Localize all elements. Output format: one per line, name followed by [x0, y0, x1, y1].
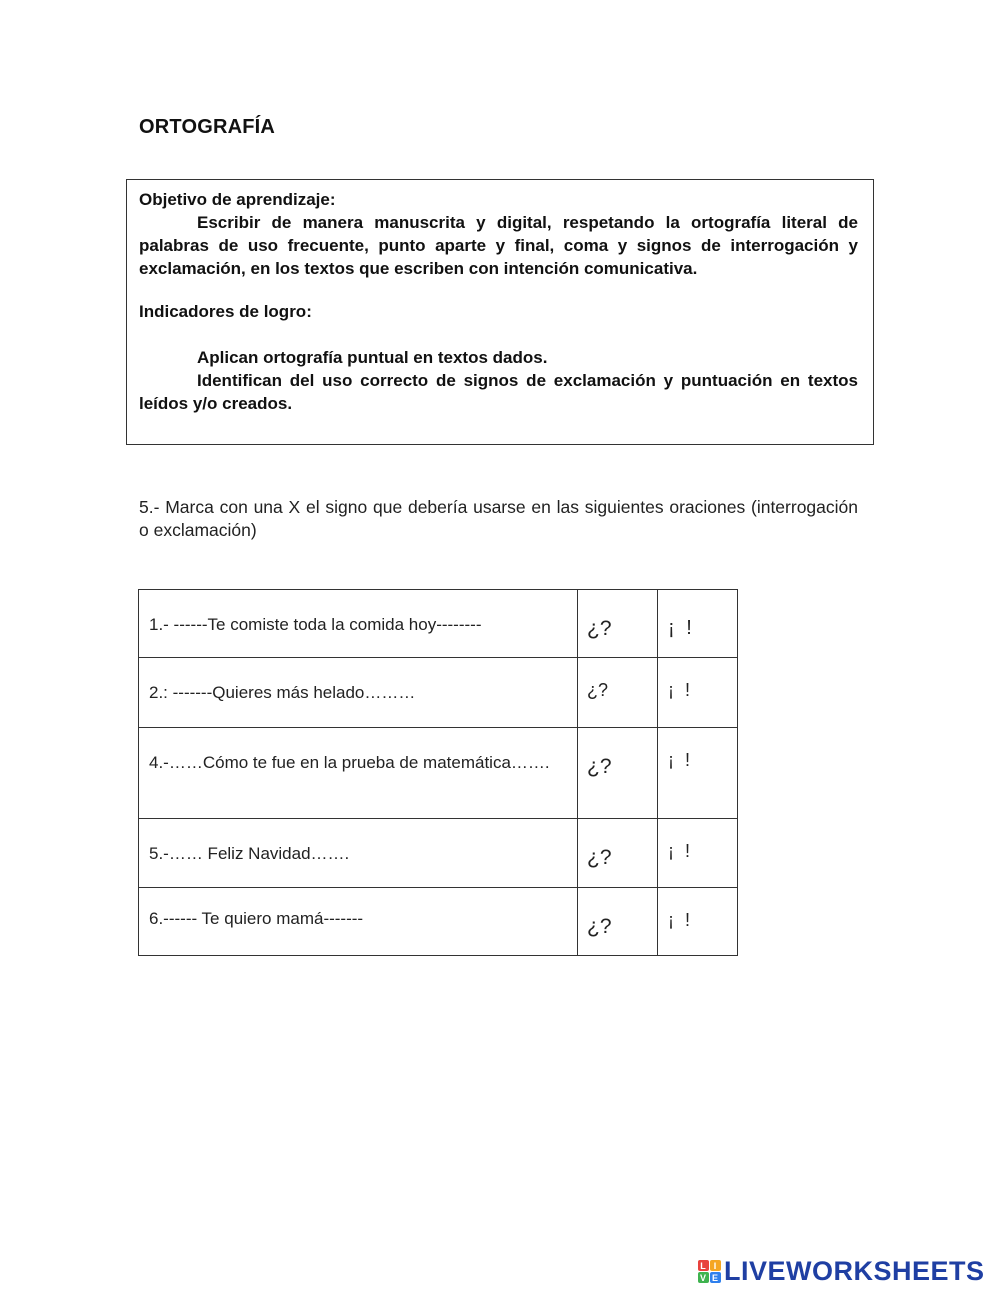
exclamation-sign: ¡ !	[668, 617, 695, 639]
exclamation-sign: ¡ !	[668, 680, 693, 700]
objective-heading: Objetivo de aprendizaje:	[139, 190, 336, 209]
indicators-heading: Indicadores de logro:	[139, 302, 312, 321]
question-sign: ¿?	[587, 846, 612, 869]
table-row	[139, 658, 738, 728]
logo-mark-icon	[697, 1259, 721, 1283]
question-sign-cell[interactable]	[578, 658, 658, 728]
exclamation-sign-cell[interactable]	[658, 728, 738, 819]
objective-text: Escribir de manera manuscrita y digital, respetando la ortografía literal de palabras de uso frecuente, punto aparte y final, coma y signos de interrogación y exclamación, en los textos que escriben con intención comunicativa.	[139, 213, 858, 278]
question-sign: ¿?	[587, 680, 609, 700]
logo-text: LIVEWORKSHEETS	[724, 1255, 985, 1286]
exclamation-sign: ¡ !	[668, 841, 693, 861]
logo-mark-letter: L	[698, 1260, 709, 1271]
sentence-cell: 4.-……Cómo te fue en la prueba de matemática…….	[139, 728, 578, 819]
table-row	[139, 888, 738, 956]
spacer	[139, 323, 858, 346]
spacer	[139, 280, 858, 300]
indicator-item: Identifican del uso correcto de signos de exclamación y puntuación en textos leídos y/o creados.	[139, 371, 858, 413]
exclamation-sign-cell[interactable]	[658, 658, 738, 728]
table-row	[139, 590, 738, 658]
liveworksheets-logo	[697, 1256, 985, 1286]
exercise-table	[138, 589, 738, 956]
exercise-instruction: 5.- Marca con una X el signo que debería usarse en las siguientes oraciones (interrogación o exclamación)	[139, 497, 858, 540]
sentence-cell: 5.-…… Feliz Navidad…….	[139, 819, 578, 888]
logo-mark-letter: E	[710, 1272, 721, 1283]
question-sign-cell[interactable]	[578, 888, 658, 956]
exclamation-sign: ¡ !	[668, 750, 693, 770]
question-sign: ¿?	[587, 617, 612, 640]
table-row	[139, 819, 738, 888]
sentence-cell: 2.: -------Quieres más helado………	[139, 658, 578, 728]
objective-box	[126, 179, 874, 445]
exclamation-sign-cell[interactable]	[658, 590, 738, 658]
question-sign-cell[interactable]	[578, 590, 658, 658]
logo-mark-letter: I	[710, 1260, 721, 1271]
logo-mark-letter: V	[698, 1272, 709, 1283]
sentence-cell: 6.------ Te quiero mamá-------	[139, 888, 578, 956]
exclamation-sign: ¡ !	[668, 910, 693, 930]
question-sign: ¿?	[587, 755, 612, 778]
page-title: ORTOGRAFÍA	[139, 116, 276, 138]
indicator-item: Aplican ortografía puntual en textos dados.	[197, 348, 548, 367]
question-sign-cell[interactable]	[578, 728, 658, 819]
question-sign: ¿?	[587, 915, 612, 938]
question-sign-cell[interactable]	[578, 819, 658, 888]
exclamation-sign-cell[interactable]	[658, 819, 738, 888]
sentence-cell: 1.- ------Te comiste toda la comida hoy--------	[139, 590, 578, 658]
exclamation-sign-cell[interactable]	[658, 888, 738, 956]
table-row	[139, 728, 738, 819]
